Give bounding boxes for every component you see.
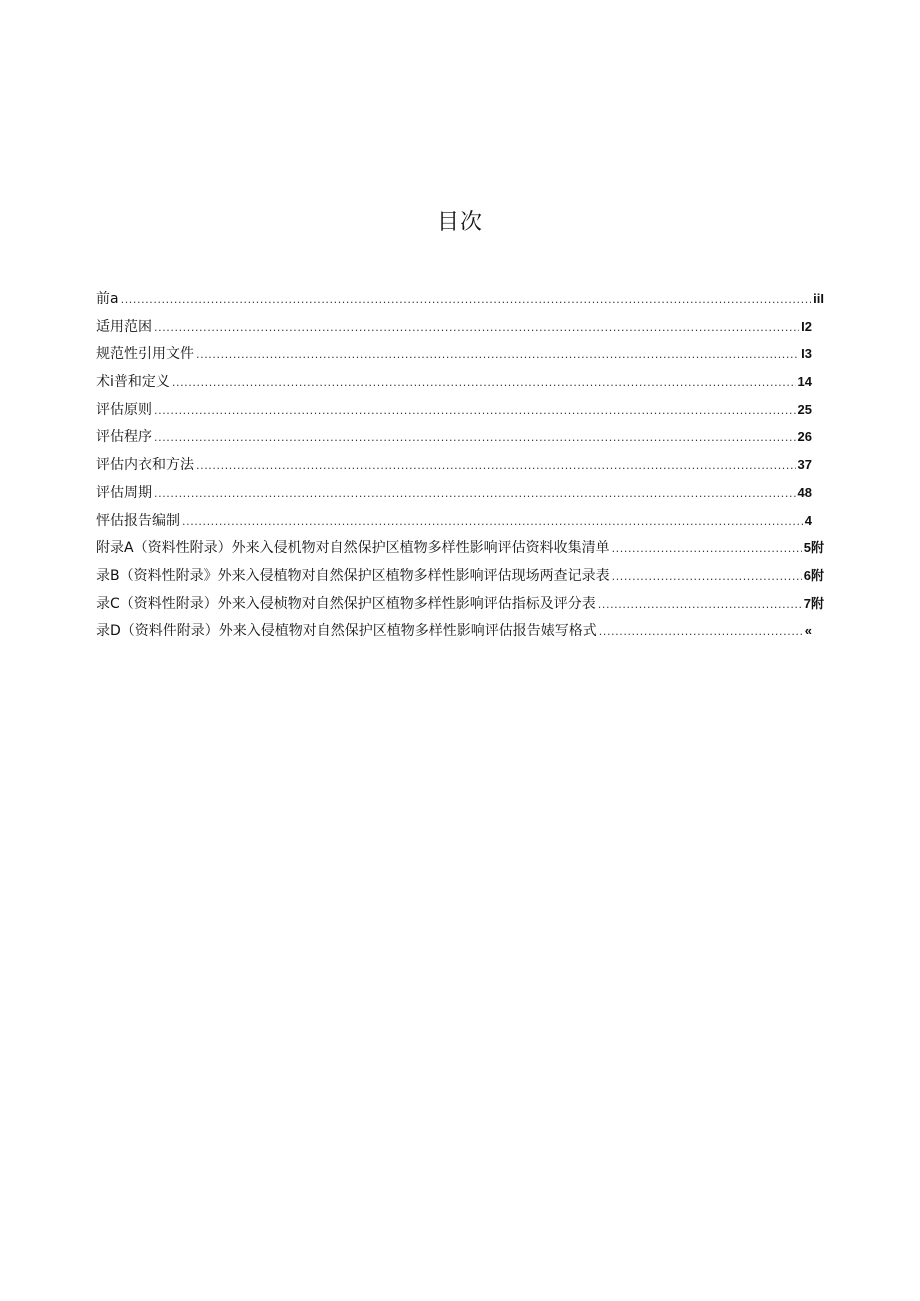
toc-entry-label: 附录A（资料性附录）外来入侵机物对自然保护区植物多样性影响评估资料收集清单 [96,540,610,557]
toc-entry-normative-references[interactable] [96,340,824,368]
toc-leader-dots [196,452,796,480]
toc-entry-content-methods[interactable] [96,451,824,479]
toc-entry-report-compilation[interactable] [96,507,824,535]
toc-entry-label: 适用范困 [96,318,152,335]
toc-entry-label: 评估原则 [96,401,152,418]
toc-entry-terms-definitions[interactable] [96,368,824,396]
toc-entry-appendix-d[interactable] [96,617,824,645]
toc-leader-dots [599,618,803,646]
toc-leader-dots [612,535,802,563]
toc-entry-label: 规范性引用文件 [96,346,194,363]
toc-leader-dots [612,563,802,591]
toc-leader-dots [154,397,796,425]
toc-leader-dots [154,314,799,342]
toc-entry-principles[interactable] [96,396,824,424]
toc-entry-page: 48 [797,484,812,500]
toc-entry-page: iiI [813,291,824,306]
toc-leader-dots [196,341,799,369]
toc-entry-label: 术i普和定义 [96,374,170,391]
toc-entry-page: I3 [801,346,812,362]
toc-entry-page: 4 [804,512,812,528]
toc-entry-page: 6附 [803,567,824,583]
toc-leader-dots [154,480,796,508]
toc-entry-page: 5附 [803,540,824,556]
toc-leader-dots [598,591,802,619]
toc-entry-page: 7附 [803,595,824,611]
toc-entry-label: 前a [96,291,119,307]
toc-entry-procedure[interactable] [96,423,824,451]
toc-entry-scope[interactable] [96,313,824,341]
toc-entry-label: 评估程序 [96,429,152,446]
toc-entry-period[interactable] [96,479,824,507]
toc-leader-dots [182,508,803,536]
toc-entry-page: « [804,623,812,639]
toc-entry-appendix-b[interactable] [96,562,824,590]
toc-entry-label: 录D（资料件附录）外来入侵植物对自然保护区植物多样性影响评估报告婊写格式 [96,623,597,640]
toc-entry-page: I2 [801,318,812,334]
toc-entry-label: 录C（资料性附录）外来入侵桢物对自然保护区植物多样性影响评估指标及评分表 [96,595,596,612]
toc-entry-appendix-c[interactable] [96,590,824,618]
toc-entry-label: 录B（资料性附录》外来入侵植物对自然保护区植物多样性影响评估现场两查记录表 [96,567,610,584]
toc-title: 目次 [436,210,483,235]
toc-entry-page: 26 [797,429,812,445]
toc-list [96,285,824,645]
toc-entry-label: 怦估报告编制 [96,512,180,529]
toc-entry-foreword[interactable] [96,285,824,313]
toc-entry-label: 评估内衣和方法 [96,457,194,474]
toc-entry-page: 25 [797,401,812,417]
toc-leader-dots [154,424,796,452]
toc-entry-appendix-a[interactable] [96,534,824,562]
toc-entry-page: 37 [797,457,812,473]
toc-leader-dots [172,369,796,397]
toc-entry-label: 评估周期 [96,484,152,501]
toc-entry-page: 14 [797,374,812,390]
toc-leader-dots [121,286,812,314]
